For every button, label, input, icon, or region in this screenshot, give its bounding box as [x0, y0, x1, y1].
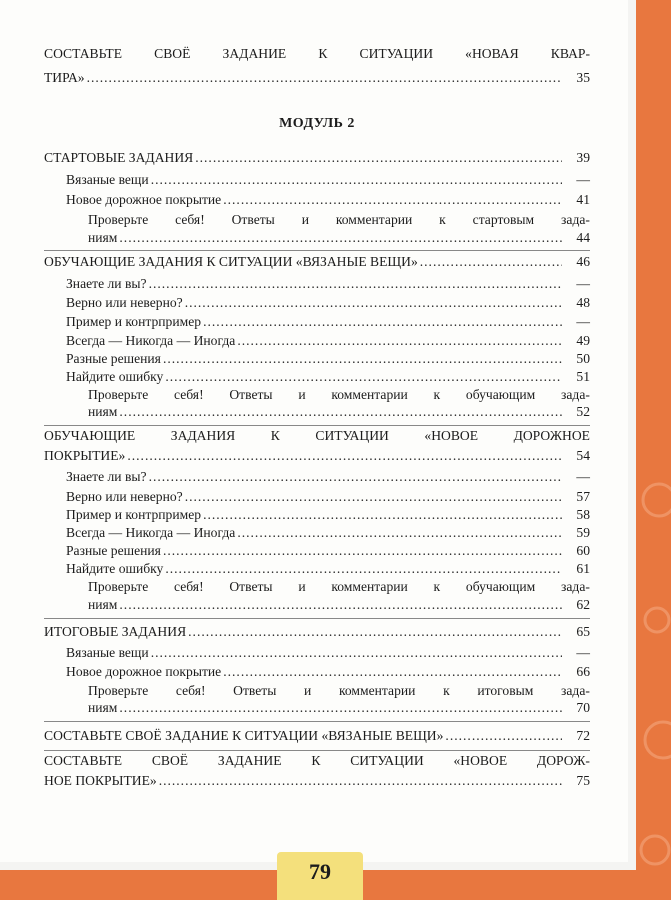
toc-check-line2[interactable]: ниям ..... 70	[44, 700, 590, 716]
toc-check-line1[interactable]: Проверьте себя! Ответы и комментарии к итоговым зада-	[88, 683, 590, 698]
divider	[44, 425, 590, 426]
toc-entry-compose-road-line2[interactable]: НОЕ ПОКРЫТИЕ» ..... 75	[44, 773, 590, 789]
toc-section-final[interactable]: ИТОГОВЫЕ ЗАДАНИЯ ..... 65	[44, 624, 590, 640]
dot-leader	[195, 150, 562, 166]
toc-item[interactable]: Новое дорожное покрытие ..... 66	[44, 664, 590, 680]
dot-leader	[165, 369, 562, 385]
toc-item[interactable]: Верно или неверно? ..... 57	[44, 489, 590, 505]
dot-leader	[223, 192, 562, 208]
dot-leader	[119, 700, 562, 716]
page-number: 79	[277, 852, 363, 900]
toc-section-train-road-line1[interactable]: ОБУЧАЮЩИЕ ЗАДАНИЯ К СИТУАЦИИ «НОВОЕ ДОРОЖНОЕ	[44, 428, 590, 443]
dot-leader	[159, 773, 562, 789]
dot-leader	[163, 351, 562, 367]
toc-check-line1[interactable]: Проверьте себя! Ответы и комментарии к обучающим зада-	[88, 387, 590, 402]
dot-leader	[119, 597, 562, 613]
page-ref: 35	[576, 70, 590, 85]
dot-leader	[119, 230, 562, 246]
dot-leader	[151, 172, 562, 188]
toc-entry-compose-knitted[interactable]: СОСТАВЬТЕ СВОЁ ЗАДАНИЕ К СИТУАЦИИ «ВЯЗАНЫЕ ВЕЩИ» ..... 72	[44, 728, 590, 744]
toc-item[interactable]: Знаете ли вы? ..... —	[44, 276, 590, 292]
toc-item[interactable]: Новое дорожное покрытие ..... 41	[44, 192, 590, 208]
divider	[44, 721, 590, 722]
dot-leader	[237, 333, 562, 349]
toc-check-line1[interactable]: Проверьте себя! Ответы и комментарии к стартовым зада-	[88, 212, 590, 227]
toc-check-line1[interactable]: Проверьте себя! Ответы и комментарии к обучающим зада-	[88, 579, 590, 594]
toc-section-start[interactable]: СТАРТОВЫЕ ЗАДАНИЯ ..... 39	[44, 150, 590, 166]
toc-item[interactable]: Знаете ли вы? ..... —	[44, 469, 590, 485]
dot-leader	[420, 254, 562, 270]
toc-entry-new-flat-line2[interactable]: ТИРА» ..... 35	[44, 70, 590, 86]
toc-check-line2[interactable]: ниям ..... 44	[44, 230, 590, 246]
toc-item[interactable]: Вязаные вещи ..... —	[44, 645, 590, 661]
toc-entry-new-flat-line1[interactable]: СОСТАВЬТЕ СВОЁ ЗАДАНИЕ К СИТУАЦИИ «НОВАЯ КВАР-	[44, 46, 590, 61]
dot-leader	[127, 448, 562, 464]
gear-decoration	[629, 440, 671, 900]
toc-check-line2[interactable]: ниям ..... 52	[44, 404, 590, 420]
dot-leader	[119, 404, 562, 420]
dot-leader	[445, 728, 562, 744]
dot-leader	[149, 276, 562, 292]
dot-leader	[87, 70, 562, 86]
dot-leader	[163, 543, 562, 559]
dot-leader	[185, 295, 562, 311]
toc-item[interactable]: Разные решения ..... 50	[44, 351, 590, 367]
dot-leader	[203, 314, 562, 330]
toc-item[interactable]: Разные решения ..... 60	[44, 543, 590, 559]
divider	[44, 750, 590, 751]
toc-section-train-knitted[interactable]: ОБУЧАЮЩИЕ ЗАДАНИЯ К СИТУАЦИИ «ВЯЗАНЫЕ ВЕЩИ» ..... 46	[44, 254, 590, 270]
toc-item[interactable]: Найдите ошибку ..... 61	[44, 561, 590, 577]
toc-item[interactable]: Пример и контрпример ..... —	[44, 314, 590, 330]
dot-leader	[223, 664, 562, 680]
toc-check-line2[interactable]: ниям ..... 62	[44, 597, 590, 613]
toc-item[interactable]: Найдите ошибку ..... 51	[44, 369, 590, 385]
toc-item[interactable]: Пример и контрпример ..... 58	[44, 507, 590, 523]
dot-leader	[165, 561, 562, 577]
dot-leader	[185, 489, 562, 505]
dot-leader	[188, 624, 562, 640]
module-title: МОДУЛЬ 2	[279, 116, 355, 131]
divider	[44, 618, 590, 619]
toc-item[interactable]: Всегда — Никогда — Иногда ..... 49	[44, 333, 590, 349]
toc-item[interactable]: Всегда — Никогда — Иногда ..... 59	[44, 525, 590, 541]
dot-leader	[237, 525, 562, 541]
dot-leader	[203, 507, 562, 523]
dot-leader	[149, 469, 562, 485]
toc-item[interactable]: Верно или неверно? ..... 48	[44, 295, 590, 311]
dot-leader	[151, 645, 562, 661]
divider	[44, 250, 590, 251]
toc-item[interactable]: Вязаные вещи ..... —	[44, 172, 590, 188]
toc-entry-compose-road-line1[interactable]: СОСТАВЬТЕ СВОЁ ЗАДАНИЕ К СИТУАЦИИ «НОВОЕ ДОРОЖ-	[44, 753, 590, 768]
toc-section-train-road-line2[interactable]: ПОКРЫТИЕ» ..... 54	[44, 448, 590, 464]
